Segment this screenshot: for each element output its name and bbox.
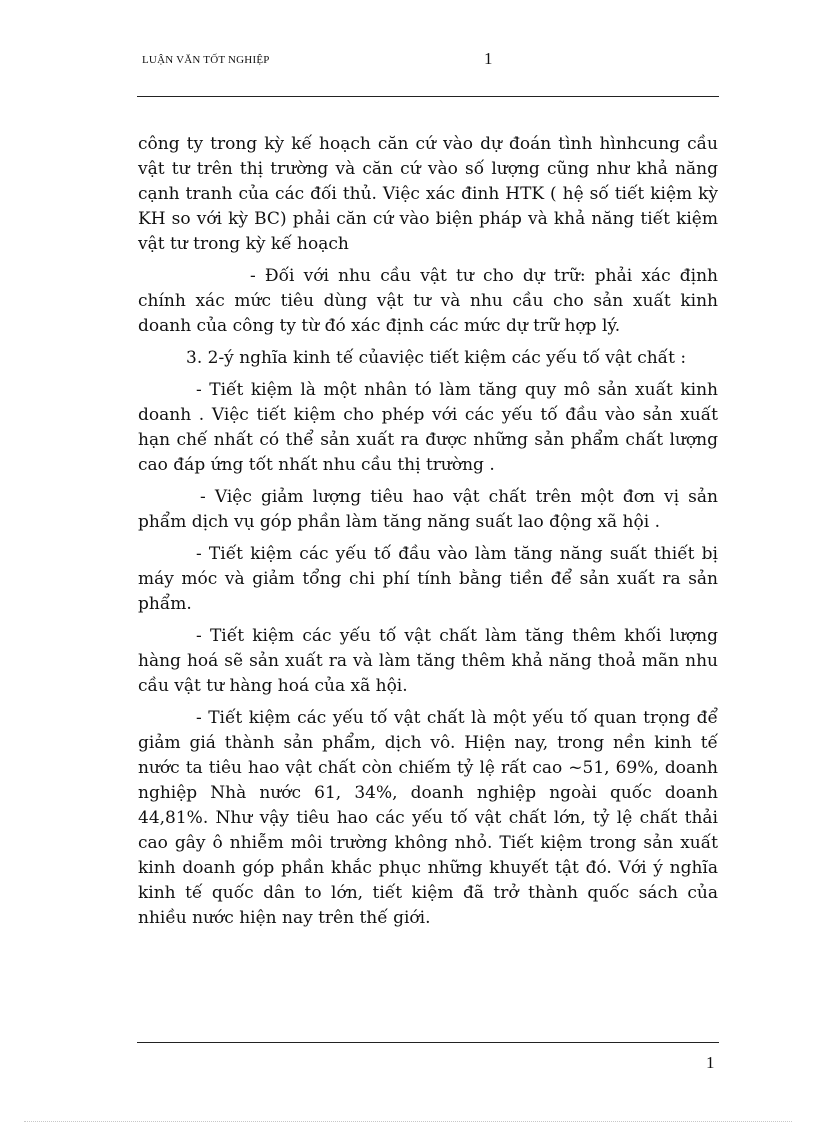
header-page-number: 1 [484, 49, 493, 68]
footer-page-number: 1 [706, 1053, 715, 1072]
paragraph-goods-volume: - Tiết kiệm các yếu tố vật chất làm tăng thêm khối lượng hàng hoá sẽ sản xuất ra và làm tăng thêm khả năng thoả mãn nhu cầu vật tư hàng hoá của xã hội. [138, 626, 718, 696]
paragraph-scale-increase: - Tiết kiệm là một nhân tó làm tăng quy mô sản xuất kinh doanh . Việc tiết kiệm cho phép với các yếu tố đầu vào sản xuất hạn chế nhất có thể sản xuất ra được những sản phẩm chất lượng cao đáp ứng tốt nhất nhu cầu thị trường . [138, 380, 718, 475]
paragraph-cost-reduction: - Tiết kiệm các yếu tố vật chất là một yếu tố quan trọng để giảm giá thành sản phẩm, dịch vô. Hiện nay, trong nền kinh tế nước ta tiêu hao vật chất còn chiếm tỷ lệ rất cao ~51, 69%, doanh nghiệp Nhà nước 61, 34%, doanh nghiệp ngoài quốc doanh 44,81%. Như vậy tiêu hao các yếu tố vật chất lớn, tỷ lệ chất thải cao gây ô nhiễm môi trường không nhỏ. Tiết kiệm trong sản xuất kinh doanh góp phần khắc phục những khuyết tật đó. Với ý nghĩa kinh tế quốc dân to lớn, tiết kiệm đã trở thành quốc sách của nhiều nước hiện nay trên thế giới. [138, 708, 718, 928]
header-title: LUẬN VĂN TỐT NGHIỆP [142, 54, 270, 66]
section-heading-3-2: 3. 2-ý nghĩa kinh tế củaviệc tiết kiệm các yếu tố vật chất : [186, 348, 687, 368]
page-edge-divider [24, 1121, 792, 1122]
paragraph-equipment-productivity: - Tiết kiệm các yếu tố đầu vào làm tăng năng suất thiết bị máy móc và giảm tổng chi phí tính bằng tiền để sản xuất ra sản phẩm. [138, 544, 718, 614]
paragraph-labor-productivity: - Việc giảm lượng tiêu hao vật chất trên một đơn vị sản phẩm dịch vụ góp phần làm tăng năng suất lao động xã hội . [138, 487, 718, 532]
header-rule [137, 96, 719, 97]
footer-rule [137, 1042, 719, 1043]
paragraph-planning-context: công ty trong kỳ kế hoạch căn cứ vào dự đoán tình hìnhcung cầu vật tư trên thị trường và căn cứ vào số lượng cũng như khả năng cạnh tranh của các đối thủ. Việc xác đinh HTK ( hệ số tiết kiệm kỳ KH so với kỳ BC) phải căn cứ vào biện pháp và khả năng tiết kiệm vật tư trong kỳ kế hoạch [138, 134, 718, 254]
paragraph-reserve-needs: - Đối với nhu cầu vật tư cho dự trữ: phải xác định chính xác mức tiêu dùng vật tư và nhu cầu cho sản xuất kinh doanh của công ty từ đó xác định các mức dự trữ hợp lý. [138, 266, 718, 336]
document-body [138, 132, 718, 938]
